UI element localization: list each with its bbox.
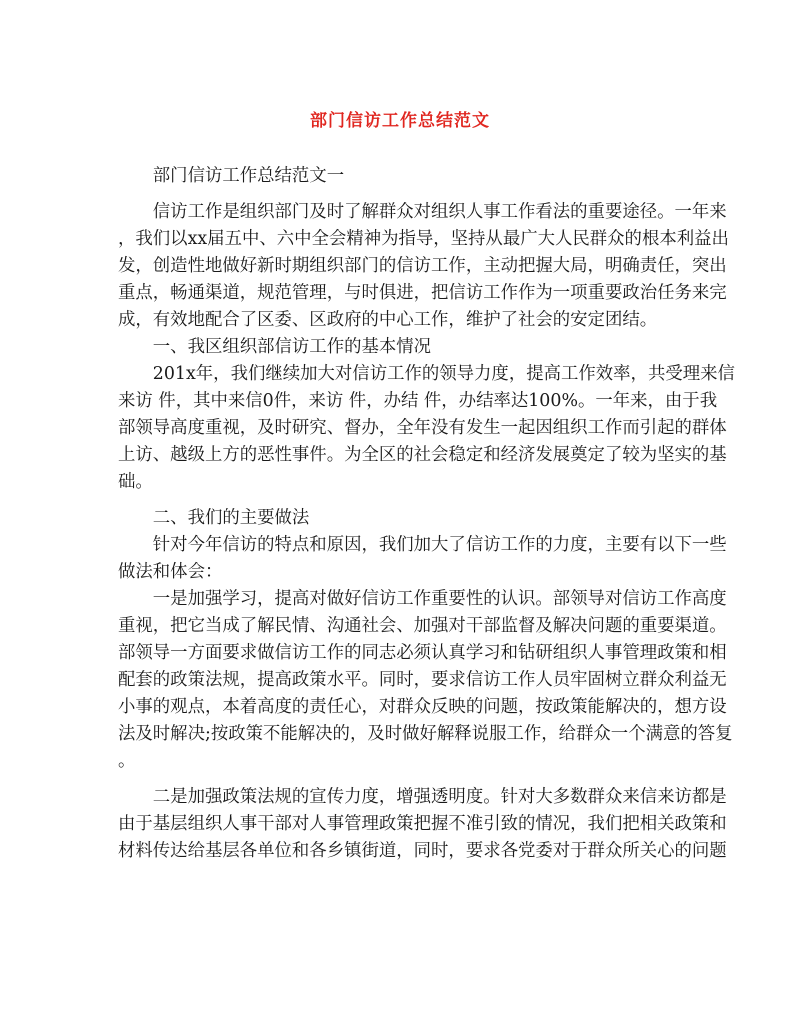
body-line: 材料传达给基层各单位和各乡镇街道，同时，要求各党委对于群众所关心的问题 xyxy=(118,841,727,861)
body-line: 法及时解决;按政策不能解决的，及时做好解释说服工作，给群众一个满意的答复 xyxy=(118,724,733,744)
body-line: 针对今年信访的特点和原因，我们加大了信访工作的力度，主要有以下一些 xyxy=(118,535,727,555)
body-line: 部领导高度重视，及时研究、督办，全年没有发生一起因组织工作而引起的群体 xyxy=(118,418,727,438)
body-line: 来访 件，其中来信0件，来访 件，办结 件，办结率达100%。一年来，由于我 xyxy=(118,391,718,411)
body-line: 一是加强学习，提高对做好信访工作重要性的认识。部领导对信访工作高度 xyxy=(118,589,727,609)
body-line: ，我们以xx届五中、六中全会精神为指导，坚持从最广大人民群众的根本利益出 xyxy=(118,229,729,249)
body-line: 重点，畅通渠道，规范管理，与时俱进，把信访工作作为一项重要政治任务来完 xyxy=(118,283,727,303)
body-line: 部领导一方面要求做信访工作的同志必须认真学习和钻研组织人事管理政策和相 xyxy=(118,643,727,663)
body-line: 上访、越级上方的恶性事件。为全区的社会稳定和经济发展奠定了较为坚实的基 xyxy=(118,445,727,465)
body-line: 做法和体会： xyxy=(118,562,223,582)
body-line: 一、我区组织部信访工作的基本情况 xyxy=(118,337,432,357)
body-line: 发，创造性地做好新时期组织部门的信访工作，主动把握大局，明确责任，突出 xyxy=(118,256,727,276)
document-body xyxy=(118,163,735,865)
document-title: 部门信访工作总结范文 xyxy=(310,111,490,131)
body-line: 础。 xyxy=(118,472,153,492)
body-line: 信访工作是组织部门及时了解群众对组织人事工作看法的重要途径。一年来 xyxy=(118,202,727,222)
body-line: 小事的观点，本着高度的责任心，对群众反映的问题，按政策能解决的，想方设 xyxy=(118,697,727,717)
body-line: 由于基层组织人事干部对人事管理政策把握不准引致的情况，我们把相关政策和 xyxy=(118,814,727,834)
body-line: 201x年，我们继续加大对信访工作的领导力度，提高工作效率，共受理来信 xyxy=(118,364,735,384)
body-line: 部门信访工作总结范文一 xyxy=(118,166,345,186)
body-line: 成，有效地配合了区委、区政府的中心工作，维护了社会的安定团结。 xyxy=(118,310,658,330)
body-line: 重视，把它当成了解民情、沟通社会、加强对干部监督及解决问题的重要渠道。 xyxy=(118,616,727,636)
body-line: 配套的政策法规，提高政策水平。同时，要求信访工作人员牢固树立群众利益无 xyxy=(118,670,727,690)
body-line: 二是加强政策法规的宣传力度，增强透明度。针对大多数群众来信来访都是 xyxy=(118,787,727,807)
body-line: 。 xyxy=(118,751,136,771)
body-line: 二、我们的主要做法 xyxy=(118,508,310,528)
